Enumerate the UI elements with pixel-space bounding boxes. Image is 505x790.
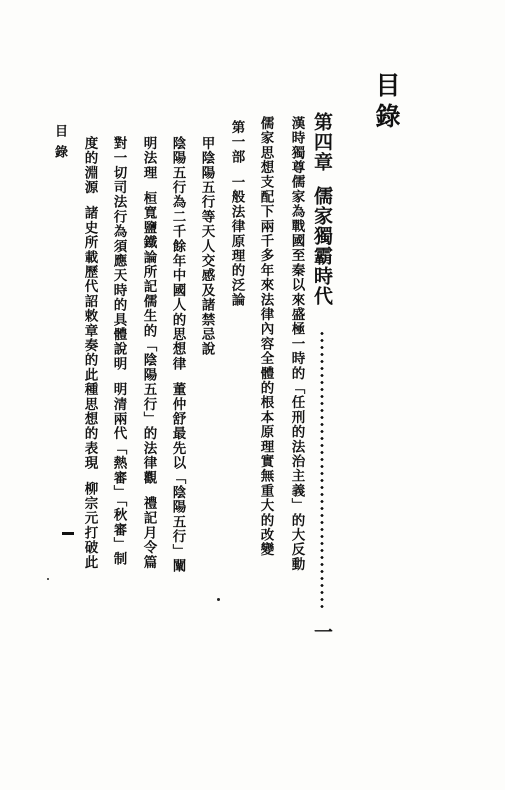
left-margin-page-mark: [62, 532, 74, 535]
ink-speck: [47, 578, 49, 580]
running-header: 目錄: [52, 124, 67, 166]
toc-entry: [82, 136, 96, 570]
toc-entry: 甲陰陽五行等天人交感及諸禁忌說: [198, 136, 215, 357]
toc-entry: [111, 136, 125, 567]
toc-entry: [229, 120, 243, 307]
entry-text: 一般法律原理的泛論: [228, 175, 245, 308]
toc-entry: [141, 136, 155, 570]
chapter-page-number: 一: [311, 622, 333, 641]
entry-text: 董仲舒最先以「陰陽五行」闡: [169, 382, 186, 574]
entry-text: 柳宗元打破此: [81, 481, 98, 570]
entry-text: 明清兩代「熱審」「秋審」制: [110, 382, 127, 567]
entry-text: 陰陽五行為二千餘年中國人的思想律: [169, 136, 186, 372]
toc-entry: [170, 136, 184, 573]
chapter-title: 儒家獨霸時代: [311, 186, 333, 306]
entry-text: 明法理: [140, 136, 157, 181]
entry-text: 桓寬鹽鐵論所記儒生的「陰陽五行」的法律觀: [140, 191, 157, 486]
toc-entry: 漢時獨尊儒家為戰國至秦以來盛極一時的「任刑的法治主義」的大反動: [288, 116, 305, 572]
toc-entry: 儒家思想支配下兩千多年來法律內容全體的根本原理實無重大的改變: [257, 116, 274, 557]
chapter-number: 第四章: [311, 112, 333, 172]
entry-text: 對一切司法行為須應天時的具體說明: [110, 136, 127, 372]
entry-text: 諸史所載歷代詔敕章奏的此種思想的表現: [81, 205, 98, 471]
entry-text: 禮記月令篇: [140, 496, 157, 570]
part-label: 第一部: [228, 120, 245, 165]
dot-leader: [320, 330, 324, 610]
chapter-heading: [312, 112, 331, 306]
entry-text: 度的淵源: [81, 136, 98, 195]
page-title: 目錄: [372, 72, 401, 134]
ink-speck: [217, 598, 220, 601]
